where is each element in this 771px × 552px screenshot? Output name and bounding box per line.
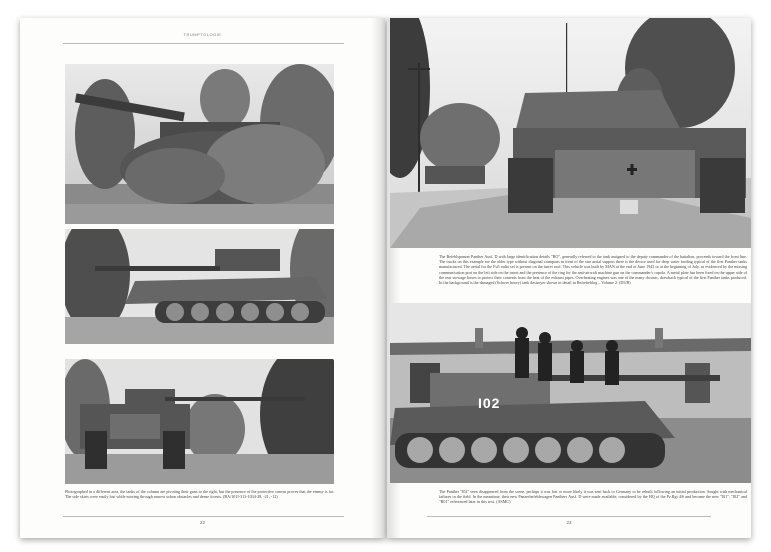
photo-panther-side-view — [65, 229, 334, 344]
right-page-caption-bottom: The Panther "I02" seen disappeared from the scene, perhaps it was lost or more likely it was sent back to Germany to be rebuilt following an initial production. Sought with mechanical failures in the field. In the meantime, their new Panzerbefehlswagen Panthers Ausf. D were made available, considered by the HQ of the Pz.Rgt 4/6 and became the new "I01", "I02" and "R01" referenced later in this text. (ASMC) — [439, 489, 747, 505]
header-rule — [63, 43, 344, 44]
photo-camouflaged-panther — [65, 64, 334, 224]
page-number-right: 23 — [566, 520, 572, 525]
photo-panther-i02-crew — [390, 303, 751, 483]
running-head: TRUMPTOLOGIE — [183, 32, 222, 37]
footer-rule — [427, 516, 711, 517]
gutter-shadow — [371, 18, 385, 538]
turret-marking: I02 — [478, 395, 501, 411]
right-page — [387, 18, 751, 538]
footer-rule — [63, 516, 344, 517]
page-number-left: 22 — [199, 520, 205, 525]
photo-panther-rear-view — [65, 359, 334, 484]
right-page-caption-top: The Befehlspanzer Panther Ausf. D with large identification details "RO", generally referred to the tank assigned to the deputy commander of the battalion, proceeds toward the front line. The tracks on this example are the older type without diagonal crampons in front of the star aerial support there is the device used for deep water fording typical of the first Panther tanks manufactured. The aerial for the Fu5 radio set is present on the turret roof. This vehicle was built by MAN at the end of June 1943 or at the beginning of July, as evidenced by the missing communication port on the left side on the turret and the presence of the ring for the anti-aircraft machine gun on the commander's cupola. A metal plate has been fixed on the upper side of the rear stowage boxes to protect their contents from the heat of the exhaust pipes. Overheating engines was one of the many chronic, drawback typical of the first Panther tanks produced. In the background is the damaged (Schwer heavy) tank destroyer shown in detail in Befreiteblog – Volume 2. (D5/B) — [439, 254, 747, 286]
left-page-caption: Photographed in a different area, the tanks of the column are pivoting their guns to the right, but the presence of the protective canvas proves that the enemy is far. The side skirts were easily lost while moving through narrow urban obstacles and dense forests. (BA/101I-313-1034-28, -21, -12) — [65, 489, 334, 500]
photo-befehlspanzer-rear — [390, 18, 751, 248]
left-page — [20, 18, 385, 538]
